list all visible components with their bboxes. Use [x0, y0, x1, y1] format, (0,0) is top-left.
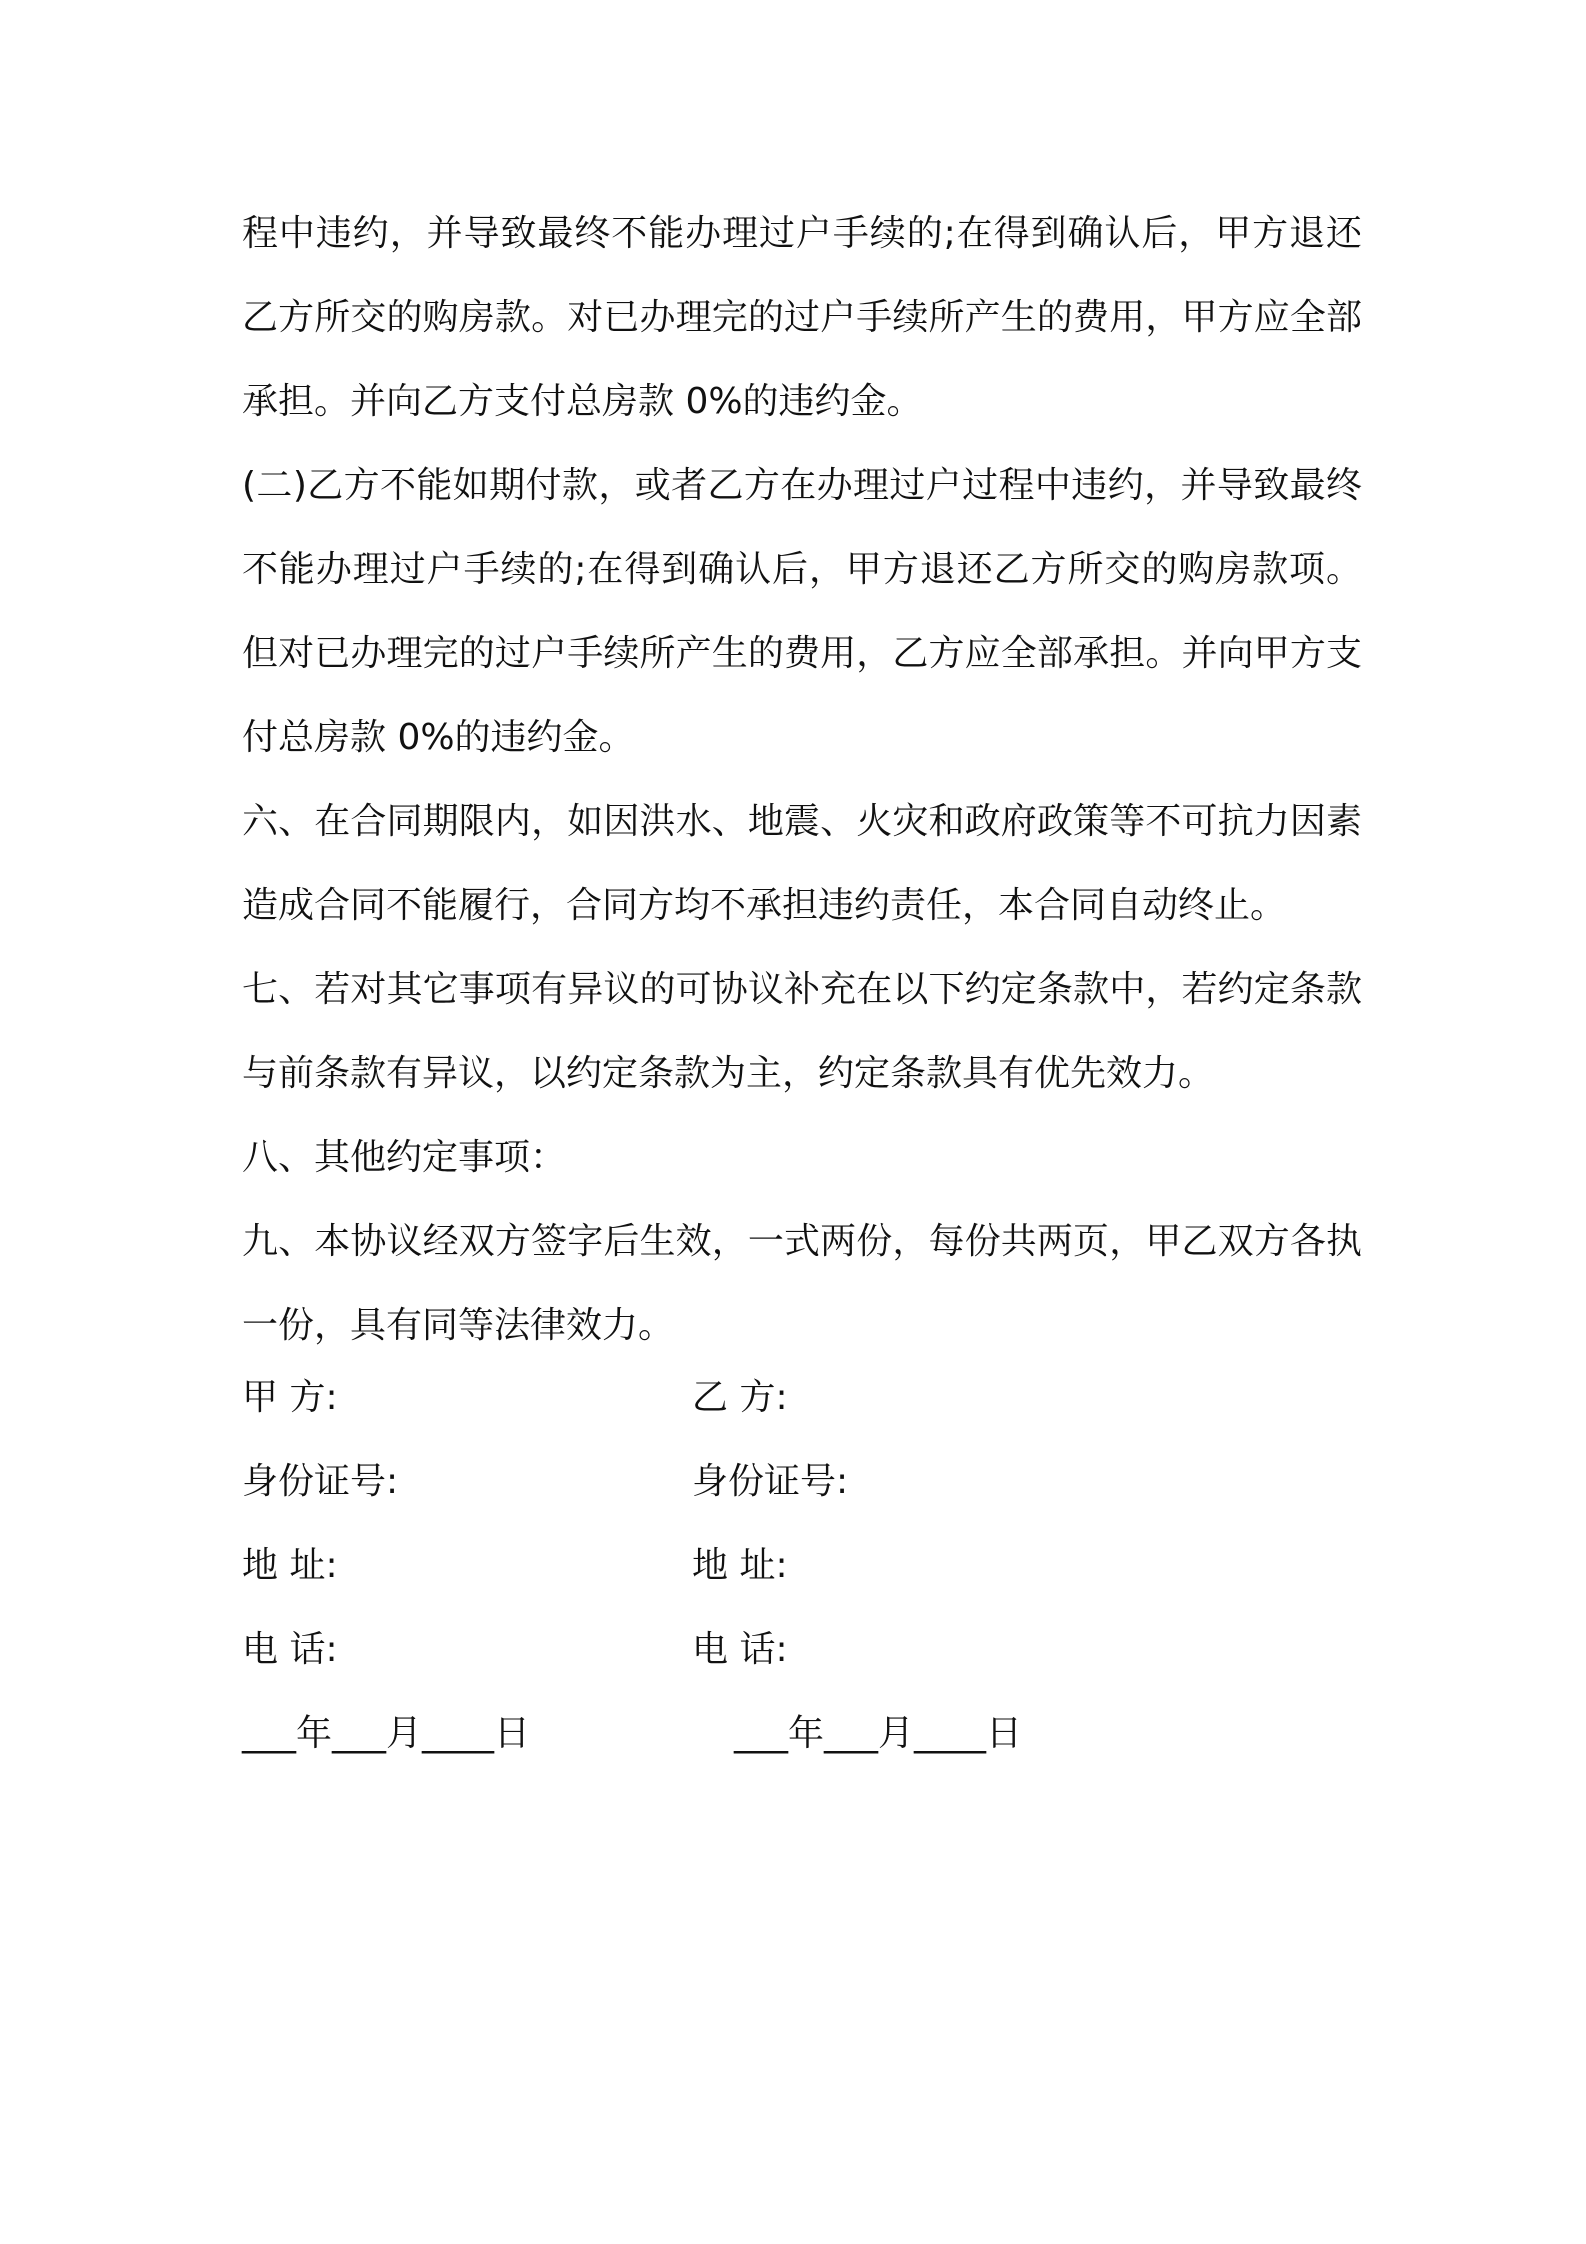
- party-a-id-label: 身份证号:: [242, 1461, 399, 1502]
- paragraph-breach-party-b: (二)乙方不能如期付款，或者乙方在办理过户过程中违约，并导致最终不能办理过户手续的;在得到确认后，甲方退还乙方所交的购房款项。但对已办理完的过户手续所产生的费用，乙方应全部承担。并向甲方支付总房款 0%的违约金。: [242, 465, 1362, 758]
- paragraph-supplementary-terms: 七、若对其它事项有异议的可协议补充在以下约定条款中，若约定条款与前条款有异议，以约定条款为主，约定条款具有优先效力。: [242, 969, 1362, 1094]
- party-b-label: 乙 方:: [692, 1377, 788, 1418]
- party-a-label: 甲 方:: [242, 1377, 338, 1418]
- contract-body: [242, 192, 1362, 1368]
- signature-block: [242, 1356, 1362, 1776]
- party-row: [242, 1356, 1362, 1440]
- paragraph-force-majeure: 六、在合同期限内，如因洪水、地震、火灾和政府政策等不可抗力因素造成合同不能履行，合同方均不承担违约责任，本合同自动终止。: [242, 801, 1362, 926]
- party-b-id-label: 身份证号:: [692, 1461, 849, 1502]
- party-b-phone-label: 电 话:: [692, 1629, 788, 1670]
- party-a-phone-label: 电 话:: [242, 1629, 338, 1670]
- party-a-date: ___年___月____日: [242, 1713, 531, 1754]
- paragraph-other-matters: 八、其他约定事项：: [242, 1137, 567, 1178]
- phone-row: [242, 1608, 1362, 1692]
- party-a-address-label: 地 址:: [242, 1545, 338, 1586]
- party-b-date: ___年___月____日: [734, 1713, 1023, 1754]
- paragraph-effectiveness: 九、本协议经双方签字后生效，一式两份，每份共两页，甲乙双方各执一份，具有同等法律效力。: [242, 1221, 1362, 1346]
- id-row: [242, 1440, 1362, 1524]
- paragraph-breach-party-a: 程中违约，并导致最终不能办理过户手续的;在得到确认后，甲方退还乙方所交的购房款。对已办理完的过户手续所产生的费用，甲方应全部承担。并向乙方支付总房款 0%的违约金。: [242, 213, 1362, 422]
- party-b-address-label: 地 址:: [692, 1545, 788, 1586]
- address-row: [242, 1524, 1362, 1608]
- date-row: [242, 1692, 1362, 1776]
